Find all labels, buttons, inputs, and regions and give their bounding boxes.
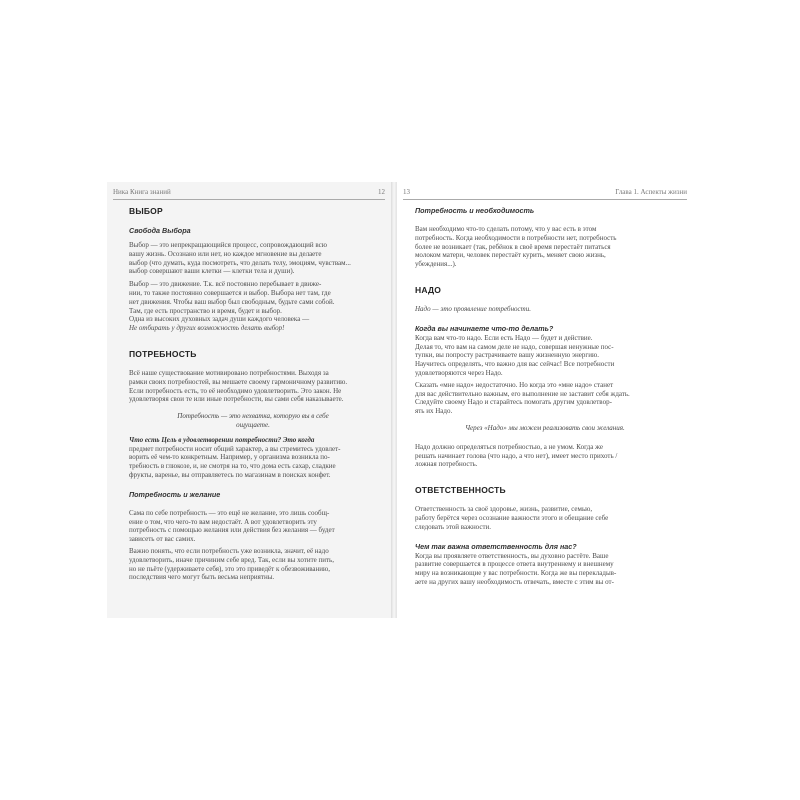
definition: Надо — это проявление потребности.	[415, 304, 531, 313]
quote-line: Потребность — это нехватка, которую вы в себе	[177, 412, 329, 421]
left-page-content	[129, 206, 377, 582]
text-line: ложная потребность.	[415, 460, 478, 469]
section-heading-choice: ВЫБОР	[129, 206, 163, 216]
text-line: нии, то также постоянно совершается и выбор. Выбора нет там, где	[129, 288, 331, 297]
paragraph	[129, 509, 377, 544]
text-line: Выбор — это движение. Т.к. всё постоянно перебывает в движе-	[129, 280, 322, 289]
text-line: аете на других вашу необходимость отвечать, вместе с этим вы от-	[415, 577, 614, 586]
paragraph	[415, 552, 675, 587]
subheading-when-do-you-start: Когда вы начинаете что-то делать?	[415, 323, 554, 333]
text-line: решать начинает голова (что надо, а что нет), имеет место прихоть /	[415, 451, 618, 460]
text-line: Выбор — это непрекращающийся процесс, сопровождающий всю	[129, 241, 327, 249]
quote-line: ощущаете.	[236, 420, 270, 429]
subheading-need-and-necessity: Потребность и необходимость	[415, 206, 535, 215]
text-line: Важно понять, что если потребность уже возникла, значит, её надо	[129, 546, 329, 555]
subheading-why-responsibility: Чем так важна ответственность для нас?	[415, 541, 577, 551]
text-line: ение о том, что чего-то вам недостаёт. А вот удовлетворить эту	[129, 517, 317, 526]
right-page	[397, 182, 693, 618]
quote	[129, 412, 377, 430]
text-line: ять их Надо.	[415, 407, 453, 416]
section-heading-need: ПОТРЕБНОСТЬ	[129, 348, 197, 359]
text-line: Вам необходимо что-то сделать потому, что у вас есть в этом	[415, 225, 597, 233]
quote: Через «Надо» мы можем реализовать свои желания.	[465, 423, 625, 432]
left-page	[107, 182, 391, 618]
text-line: фрукты, варенье, вы отправляетесь по магазинам в поисках конфет.	[129, 470, 331, 479]
text-line: удовлетворить, иначе причиним себе вред. Так, если вы хотите пить,	[129, 555, 334, 564]
text-line: Не отбирать у других возможность делать выбор!	[129, 324, 285, 333]
text-line: для вас действительно важным, его выполнение не заставит себя ждать.	[415, 389, 630, 398]
text-line: требность в глюкозе, и, не смотря на то, что дома есть сахар, сладкие	[129, 462, 336, 471]
text-line: Сказать «мне надо» недостаточно. Но когда это «мне надо» станет	[415, 380, 614, 389]
paragraph	[415, 225, 675, 269]
text-line: молоком матери, человек перестаёт курить, меняет свою жизнь,	[415, 251, 606, 260]
text-line: Если потребность есть, то её необходимо удовлетворить. Это закон. Не	[129, 386, 342, 395]
text-line: удовлетворяя свои те или иные потребности, вы сами себя наказываете.	[129, 395, 344, 404]
chapter-running-head: Глава 1. Аспекты жизни	[615, 188, 687, 196]
text-line: зависеть от вас самих.	[129, 535, 196, 544]
paragraph	[415, 443, 675, 469]
text-line: Там, где есть пространство и время, будет и выбор.	[129, 306, 282, 315]
text-line: Одна из высоких духовных задач души каждого человека —	[129, 315, 310, 324]
text-line: Что есть Цель в удовлетворении потребности? Это когда	[129, 435, 315, 444]
page-number: 13	[403, 188, 410, 196]
text-line: тупки, вы попросту растрачиваете вашу жизненную энергию.	[415, 351, 599, 360]
left-page-header	[113, 188, 385, 200]
text-line: Научитесь определять, что важно для вас сейчас! Все потребности	[415, 360, 615, 369]
open-book	[107, 182, 693, 618]
text-line: вашу жизнь. Осознано или нет, но каждое мгновение вы делаете	[129, 249, 322, 258]
paragraph	[129, 369, 377, 404]
text-line: Когда вам что-то надо. Если есть Надо — будет и действие.	[415, 333, 593, 342]
text-line: выбор совершают ваши клетки — клетки тела и души).	[129, 267, 295, 276]
text-line: убеждения...).	[415, 260, 457, 269]
text-line: выбор (что думать, куда посмотреть, что делать телу, эмоциям, чувствам...	[129, 258, 351, 267]
text-line: ворить её чем-то конкретным. Например, у организма возникла по-	[129, 453, 330, 462]
paragraph	[129, 436, 377, 480]
right-page-header	[403, 188, 687, 200]
text-line: Надо должно определяться потребностью, а не умом. Когда же	[415, 442, 603, 451]
section-heading-must: НАДО	[415, 284, 442, 295]
subheading-freedom-of-choice: Свобода Выбора	[129, 226, 191, 235]
text-line: следовать этой важности.	[415, 522, 492, 531]
paragraph	[129, 547, 377, 582]
paragraph	[129, 241, 377, 276]
text-line: миру на возникающие у вас потребности. Когда же вы перекладыв-	[415, 569, 617, 578]
text-line: но не пьёте (удерживаете себя), это это приведёт к обезвоживанию,	[129, 564, 331, 573]
text-line: Сама по себе потребность — это ещё не желание, это лишь сообщ-	[129, 508, 330, 517]
paragraph	[129, 280, 377, 333]
subheading-need-and-desire: Потребность и желание	[129, 489, 221, 499]
text-line: предмет потребности носит общий характер, а вы стремитесь удовлет-	[129, 444, 341, 453]
text-line: Ответственность за своё здоровье, жизнь, развитие, семью,	[415, 505, 593, 514]
text-line: более не возникает (так, ребёнок в своё время перестаёт питаться	[415, 242, 611, 251]
text-line: развитие совершается в процессе ответа внутреннему и внешнему	[415, 560, 614, 569]
text-line: последствия чего могут быть весьма неприятны.	[129, 573, 275, 582]
section-heading-responsibility: ОТВЕТСТВЕННОСТЬ	[415, 485, 506, 496]
text-line: удовлетворяются через Надо.	[415, 368, 503, 377]
text-line: Когда вы проявляете ответственность, вы духовно растёте. Ваше	[415, 551, 609, 560]
text-line: потребность. Когда необходимости в потребности нет, потребность	[415, 233, 617, 242]
right-page-content	[415, 206, 675, 587]
text-line: Делая то, что вам на самом деле не надо, совершая ненужные пос-	[415, 342, 614, 351]
text-line: Следуйте своему Надо и старайтесь помогать другим удовлетвор-	[415, 398, 612, 407]
text-line: работу берётся через осознание важности этого и обещание себе	[415, 513, 609, 522]
paragraph	[415, 505, 675, 531]
text-line: Всё наше существование мотивировано потребностями. Выходя за	[129, 368, 329, 377]
paragraph	[415, 381, 675, 416]
text-line: нет движения. Чтобы ваш выбор был свободным, будьте сами собой.	[129, 297, 335, 306]
paragraph	[415, 334, 675, 378]
text-line: потребность с помощью желания или действия без желания — будет	[129, 526, 335, 535]
book-title-running-head: Ника Книга знаний	[113, 188, 171, 196]
page-number: 12	[378, 188, 385, 196]
text-line: рамки своих потребностей, вы мешаете своему гармоничному развитию.	[129, 377, 348, 386]
